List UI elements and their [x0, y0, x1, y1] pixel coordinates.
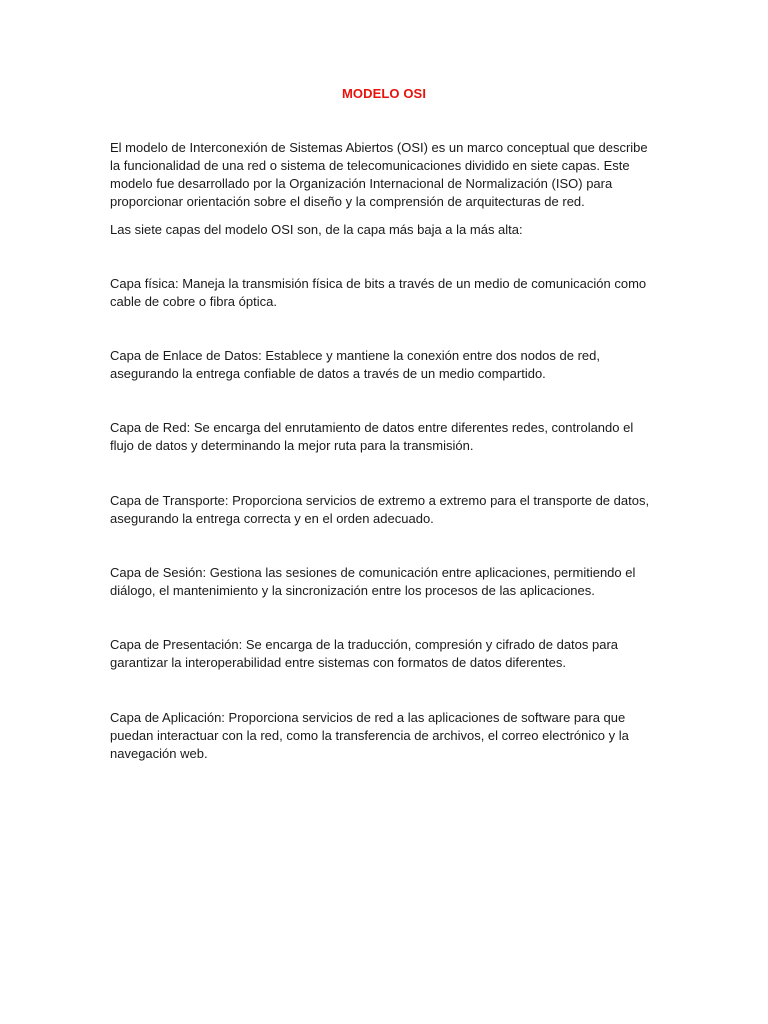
layer-application-paragraph: Capa de Aplicación: Proporciona servicios de red a las aplicaciones de software para que puedan interactuar con la red, como la transferencia de archivos, el correo electrónico y la navegación web. [110, 710, 629, 761]
layers-intro-paragraph: Las siete capas del modelo OSI son, de la capa más baja a la más alta: [110, 222, 523, 237]
layer-physical-paragraph: Capa física: Maneja la transmisión física de bits a través de un medio de comunicación como cable de cobre o fibra óptica. [110, 276, 647, 309]
layer-transport-paragraph: Capa de Transporte: Proporciona servicios de extremo a extremo para el transporte de datos, asegurando la entrega correcta y en el orden adecuado. [110, 493, 650, 526]
layer-network-paragraph: Capa de Red: Se encarga del enrutamiento de datos entre diferentes redes, controlando el flujo de datos y determinando la mejor ruta para la transmisión. [110, 420, 634, 453]
layer-session-paragraph: Capa de Sesión: Gestiona las sesiones de comunicación entre aplicaciones, permitiendo el diálogo, el mantenimiento y la sincronización entre los procesos de las aplicaciones. [110, 565, 636, 598]
intro-paragraph: El modelo de Interconexión de Sistemas Abiertos (OSI) es un marco conceptual que describe la funcionalidad de una red o sistema de telecomunicaciones dividido en siete capas. Este modelo fue desarrollado por la Organización Internacional de Normalización (ISO) para proporcionar orientación sobre el diseño y la comprensión de arquitecturas de red. [110, 140, 648, 209]
layer-presentation-paragraph: Capa de Presentación: Se encarga de la traducción, compresión y cifrado de datos para garantizar la interoperabilidad entre sistemas con formatos de datos diferentes. [110, 637, 619, 670]
document-title: MODELO OSI [341, 86, 427, 101]
layer-data-link-paragraph: Capa de Enlace de Datos: Establece y mantiene la conexión entre dos nodos de red, asegurando la entrega confiable de datos a través de un medio compartido. [110, 348, 600, 381]
